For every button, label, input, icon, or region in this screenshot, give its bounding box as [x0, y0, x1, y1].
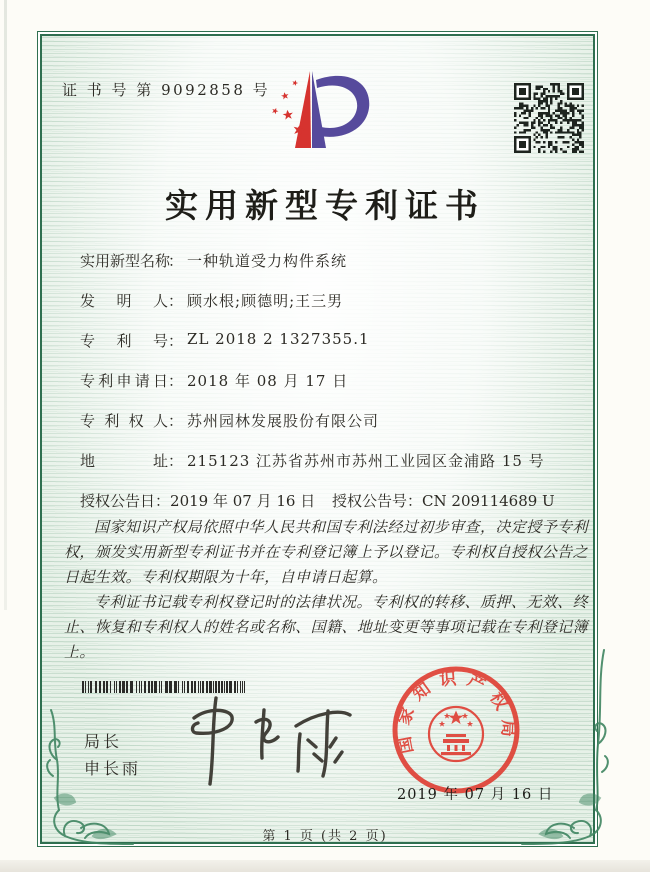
corner-ornament-bottom-right-icon [519, 640, 614, 848]
field-colon: ： [168, 412, 184, 430]
commissioner-signature [176, 686, 366, 798]
paper-edge [4, 0, 7, 610]
field-colon: ： [168, 332, 184, 350]
certificate-number: 证 书 号 第 9092858 号 [62, 81, 271, 99]
cnipa-patent-logo-icon [264, 68, 389, 168]
qr-code [514, 83, 584, 153]
field-utility-model-name [80, 250, 570, 290]
page-number: 第 1 页 (共 2 页) [262, 829, 388, 844]
body-paragraph-1: 国家知识产权局依照中华人民共和国专利法经过初步审查，决定授予专利权，颁发实用新型专利证书并在专利登记簿上予以登记。专利权自授权公告之日起生效。专利权期限为十年，自申请日起算。 [64, 518, 588, 586]
official-seal [384, 658, 528, 802]
field-label: 专利权人 [80, 412, 168, 430]
field-inventors [80, 290, 570, 330]
grant-no-value: CN 209114689 U [422, 492, 555, 510]
certificate-title: 实用新型专利证书 [165, 186, 485, 225]
field-value: 一种轨道受力构件系统 [187, 252, 348, 270]
field-value: 2018 年 08 月 17 日 [187, 372, 349, 390]
field-colon: ： [168, 372, 184, 390]
commissioner-title: 局长 [84, 732, 123, 751]
field-patent-number [80, 330, 570, 370]
field-label: 地址 [80, 452, 168, 470]
field-colon: ： [407, 492, 423, 510]
field-value: 顾水根;顾德明;王三男 [187, 292, 344, 310]
grant-row [80, 490, 580, 510]
field-colon: ： [168, 452, 184, 470]
grant-date [80, 490, 315, 511]
commissioner-name: 申长雨 [84, 759, 142, 778]
field-patentee [80, 410, 570, 450]
grant-no-label: 授权公告号 [332, 492, 408, 510]
field-filing-date [80, 370, 570, 410]
field-value: 215123 江苏省苏州市苏州工业园区金浦路 15 号 [187, 452, 545, 470]
field-value: ZL 2018 2 1327355.1 [187, 330, 370, 348]
field-label: 专利号 [80, 332, 168, 350]
paper-edge [0, 860, 650, 872]
field-value: 苏州园林发展股份有限公司 [187, 412, 380, 430]
fields-block [80, 250, 570, 490]
field-colon: ： [155, 492, 171, 510]
field-label: 实用新型名称 [80, 252, 171, 270]
grant-date-label: 授权公告日 [80, 492, 156, 510]
seal-date: 2019 年 07 月 16 日 [397, 787, 554, 803]
field-address [80, 450, 570, 490]
legal-body-text [64, 515, 588, 665]
field-label: 专利申请日 [80, 372, 168, 390]
body-paragraph-2: 专利证书记载专利权登记时的法律状况。专利权的转移、质押、无效、终止、恢复和专利权人的姓名或名称、国籍、地址变更等事项记载在专利登记簿上。 [64, 593, 588, 661]
field-label: 发明人 [80, 292, 168, 310]
grant-number [332, 490, 555, 511]
field-colon: ： [168, 252, 184, 270]
corner-ornament-bottom-left-icon [41, 702, 136, 848]
field-colon: ： [168, 292, 184, 310]
seal-text: 国家知识产权局 [393, 668, 518, 756]
grant-date-value: 2019 年 07 月 16 日 [170, 492, 316, 510]
